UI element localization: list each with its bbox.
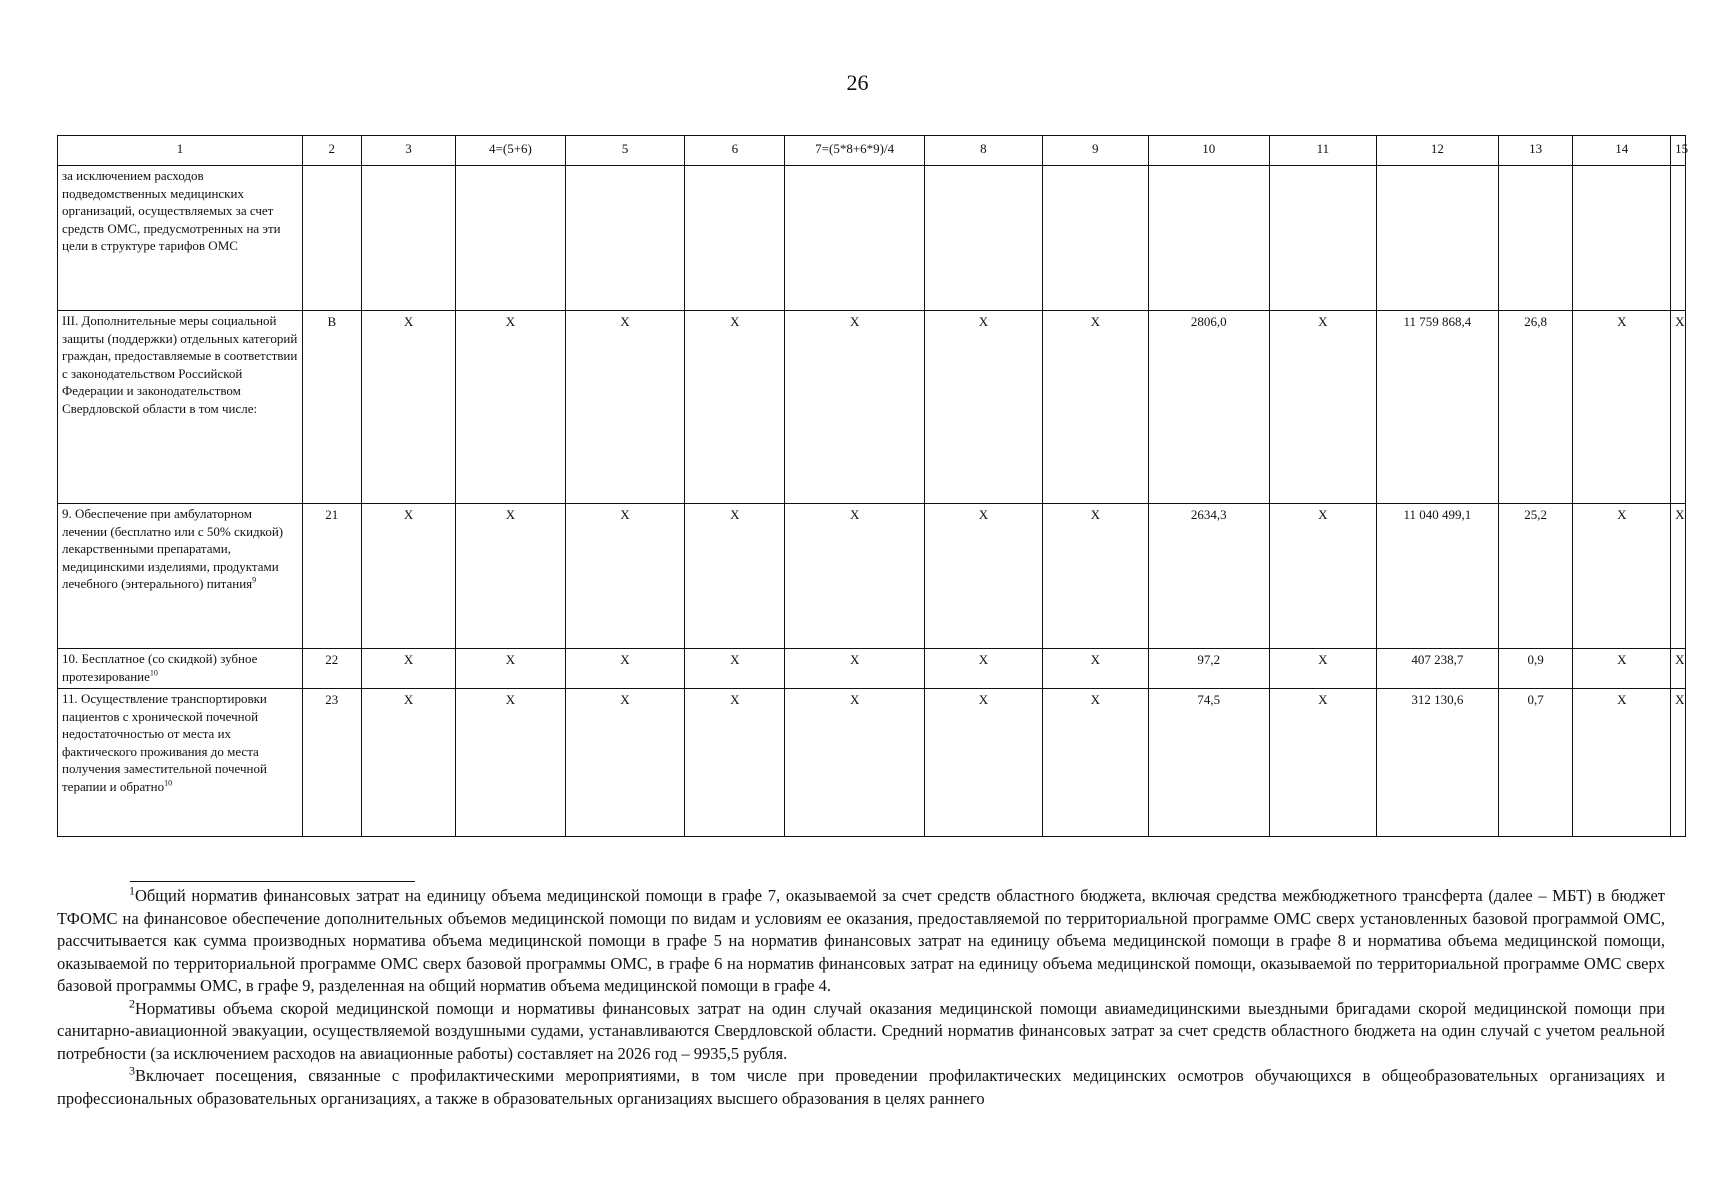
row-name xyxy=(58,689,303,837)
table-row xyxy=(58,649,1686,689)
table-cell xyxy=(785,166,925,311)
table-cell: Х xyxy=(1042,504,1148,649)
table-cell: 26,8 xyxy=(1498,311,1573,504)
table-cell: Х xyxy=(565,504,685,649)
table-cell xyxy=(1573,166,1671,311)
column-header: 6 xyxy=(685,136,785,166)
column-header: 3 xyxy=(361,136,456,166)
footnote-reference: 10 xyxy=(164,778,173,788)
table-cell xyxy=(565,166,685,311)
norms-table xyxy=(57,135,1689,837)
table-cell: Х xyxy=(456,504,565,649)
table-cell: Х xyxy=(565,649,685,689)
table-cell xyxy=(1042,166,1148,311)
table-cell: Х xyxy=(925,311,1043,504)
table-cell xyxy=(456,166,565,311)
table-cell: Х xyxy=(361,649,456,689)
table-cell xyxy=(1498,166,1573,311)
table-cell: Х xyxy=(925,649,1043,689)
table-cell: Х xyxy=(1269,689,1376,837)
table-header-row xyxy=(58,136,1686,166)
table-cell: Х xyxy=(565,311,685,504)
footnote-text: Включает посещения, связанные с профилактическими мероприятиями, в том числе при проведении профилактических медицинских осмотров обучающихся в общеобразовательных организациях и профессиональных образовательных организациях, а также в образовательных организациях высшего образования в целях раннего xyxy=(57,1066,1665,1108)
table-cell: Х xyxy=(361,311,456,504)
footnote-mark: 3 xyxy=(129,1063,135,1078)
page-number: 26 xyxy=(846,70,869,95)
row-name-text: 9. Обеспечение при амбулаторном лечении (бесплатно или с 50% скидкой) лекарственными препаратами, медицинскими изделиями, продуктами лечебного (энтерального) питания xyxy=(62,506,284,591)
table-cell: Х xyxy=(1269,504,1376,649)
table-cell: 25,2 xyxy=(1498,504,1573,649)
table-cell xyxy=(1269,166,1376,311)
table-row xyxy=(58,311,1686,504)
table-cell: Х xyxy=(361,504,456,649)
table-cell: 0,9 xyxy=(1498,649,1573,689)
table-cell: Х xyxy=(361,689,456,837)
row-name-text: 11. Осуществление транспортировки пациентов с хронической почечной недостаточностью от места их фактического проживания до места получения заместительной почечной терапии и обратно xyxy=(62,691,267,794)
table-cell: Х xyxy=(785,311,925,504)
table-cell: 21 xyxy=(302,504,361,649)
column-header: 5 xyxy=(565,136,685,166)
table-cell: Х xyxy=(1573,311,1671,504)
column-header: 11 xyxy=(1269,136,1376,166)
column-header: 1 xyxy=(58,136,303,166)
table-cell: 74,5 xyxy=(1148,689,1269,837)
footnote-text: Общий норматив финансовых затрат на единицу объема медицинской помощи в графе 7, оказываемой за счет средств областного бюджета, включая средства межбюджетного трансферта (далее – МБТ) в бюджет ТФОМС на финансовое обеспечение дополнительных объемов медицинской помощи по видам и условиям ее оказания, предоставляемой по территориальной программе ОМС сверх установленных базовой программой ОМС, рассчитывается как сумма производных норматива объема медицинской помощи в графе 5 на норматив финансовых затрат на единицу объема медицинской помощи в графе 8 и норматива объема медицинской помощи, оказываемой по территориальной программе ОМС сверх базовой программы ОМС, в графе 6 на норматив финансовых затрат на единицу объема медицинской помощи, оказываемой по территориальной программе ОМС сверх базовой программы ОМС, в графе 9, разделенная на общий норматив объема медицинской помощи в графе 4. xyxy=(57,886,1665,995)
table-row xyxy=(58,166,1686,311)
table-cell: Х xyxy=(1671,649,1686,689)
table-cell: Х xyxy=(685,311,785,504)
table-cell: Х xyxy=(785,649,925,689)
table-row xyxy=(58,689,1686,837)
row-name xyxy=(58,311,303,504)
table-cell: В xyxy=(302,311,361,504)
table-cell: Х xyxy=(685,504,785,649)
table-cell xyxy=(685,166,785,311)
table-cell: 23 xyxy=(302,689,361,837)
column-header: 7=(5*8+6*9)/4 xyxy=(785,136,925,166)
table-cell: Х xyxy=(1671,504,1686,649)
table-cell xyxy=(361,166,456,311)
column-header: 2 xyxy=(302,136,361,166)
table-cell: 2634,3 xyxy=(1148,504,1269,649)
footnote-text: Нормативы объема скорой медицинской помощи и нормативы финансовых затрат на один случай оказания медицинской помощи авиамедицинскими выездными бригадами скорой медицинской помощи при санитарно-авиационной эвакуации, осуществляемой воздушными судами, устанавливаются Свердловской области. Средний норматив финансовых затрат за счет средств областного бюджета на один случай с учетом реальной потребности (за исключением расходов на авиационные работы) составляет на 2026 год – 9935,5 рубля. xyxy=(57,998,1665,1063)
table-cell: Х xyxy=(1671,689,1686,837)
footnotes xyxy=(57,885,1665,1110)
row-name-text: III. Дополнительные меры социальной защиты (поддержки) отдельных категорий граждан, предоставляемые в соответствии с законодательством Российской Федерации и законодательством Свердловской области в том числе: xyxy=(62,313,298,416)
table-cell: Х xyxy=(785,504,925,649)
column-header: 13 xyxy=(1498,136,1573,166)
footnote-separator xyxy=(130,881,415,882)
table-cell xyxy=(1376,166,1498,311)
table-cell: 407 238,7 xyxy=(1376,649,1498,689)
footnote xyxy=(57,885,1665,998)
column-header: 4=(5+6) xyxy=(456,136,565,166)
table-cell: Х xyxy=(456,689,565,837)
row-name-text: 10. Бесплатное (со скидкой) зубное протезирование xyxy=(62,651,258,684)
footnote-mark: 2 xyxy=(129,996,135,1010)
row-name-text: за исключением расходов подведомственных медицинских организаций, осуществляемых за счет средств ОМС, предусмотренных на эти цели в структуре тарифов ОМС xyxy=(62,168,281,253)
table-cell: Х xyxy=(1573,504,1671,649)
table-cell: Х xyxy=(1042,649,1148,689)
row-name xyxy=(58,504,303,649)
table-row xyxy=(58,504,1686,649)
table-cell: Х xyxy=(456,649,565,689)
footnote xyxy=(57,998,1665,1066)
table-cell: Х xyxy=(685,689,785,837)
table-cell: 312 130,6 xyxy=(1376,689,1498,837)
table-cell: Х xyxy=(785,689,925,837)
column-header: 12 xyxy=(1376,136,1498,166)
table-cell: 97,2 xyxy=(1148,649,1269,689)
table-cell: 22 xyxy=(302,649,361,689)
table-cell: Х xyxy=(1269,649,1376,689)
table-cell: 11 759 868,4 xyxy=(1376,311,1498,504)
column-header: 14 xyxy=(1573,136,1671,166)
table-cell: 11 040 499,1 xyxy=(1376,504,1498,649)
footnote xyxy=(57,1065,1665,1110)
column-header: 9 xyxy=(1042,136,1148,166)
row-name xyxy=(58,166,303,311)
footnote-reference: 10 xyxy=(149,668,158,678)
table-cell: Х xyxy=(1573,689,1671,837)
table-cell: Х xyxy=(1042,311,1148,504)
footnote-mark: 1 xyxy=(129,883,135,898)
table-cell xyxy=(925,166,1043,311)
row-name xyxy=(58,649,303,689)
column-header: 10 xyxy=(1148,136,1269,166)
table-cell xyxy=(1148,166,1269,311)
table-cell: Х xyxy=(685,649,785,689)
table-cell: Х xyxy=(1042,689,1148,837)
footnote-reference: 9 xyxy=(252,575,257,585)
column-header: 8 xyxy=(925,136,1043,166)
table-cell: 2806,0 xyxy=(1148,311,1269,504)
table-cell xyxy=(302,166,361,311)
table-cell: Х xyxy=(1269,311,1376,504)
table-cell xyxy=(1671,166,1686,311)
table-cell: Х xyxy=(565,689,685,837)
table-cell: Х xyxy=(1671,311,1686,504)
table-cell: Х xyxy=(925,504,1043,649)
column-header: 15 xyxy=(1671,136,1686,166)
table-cell: Х xyxy=(456,311,565,504)
table-cell: Х xyxy=(925,689,1043,837)
table-cell: Х xyxy=(1573,649,1671,689)
table-cell: 0,7 xyxy=(1498,689,1573,837)
